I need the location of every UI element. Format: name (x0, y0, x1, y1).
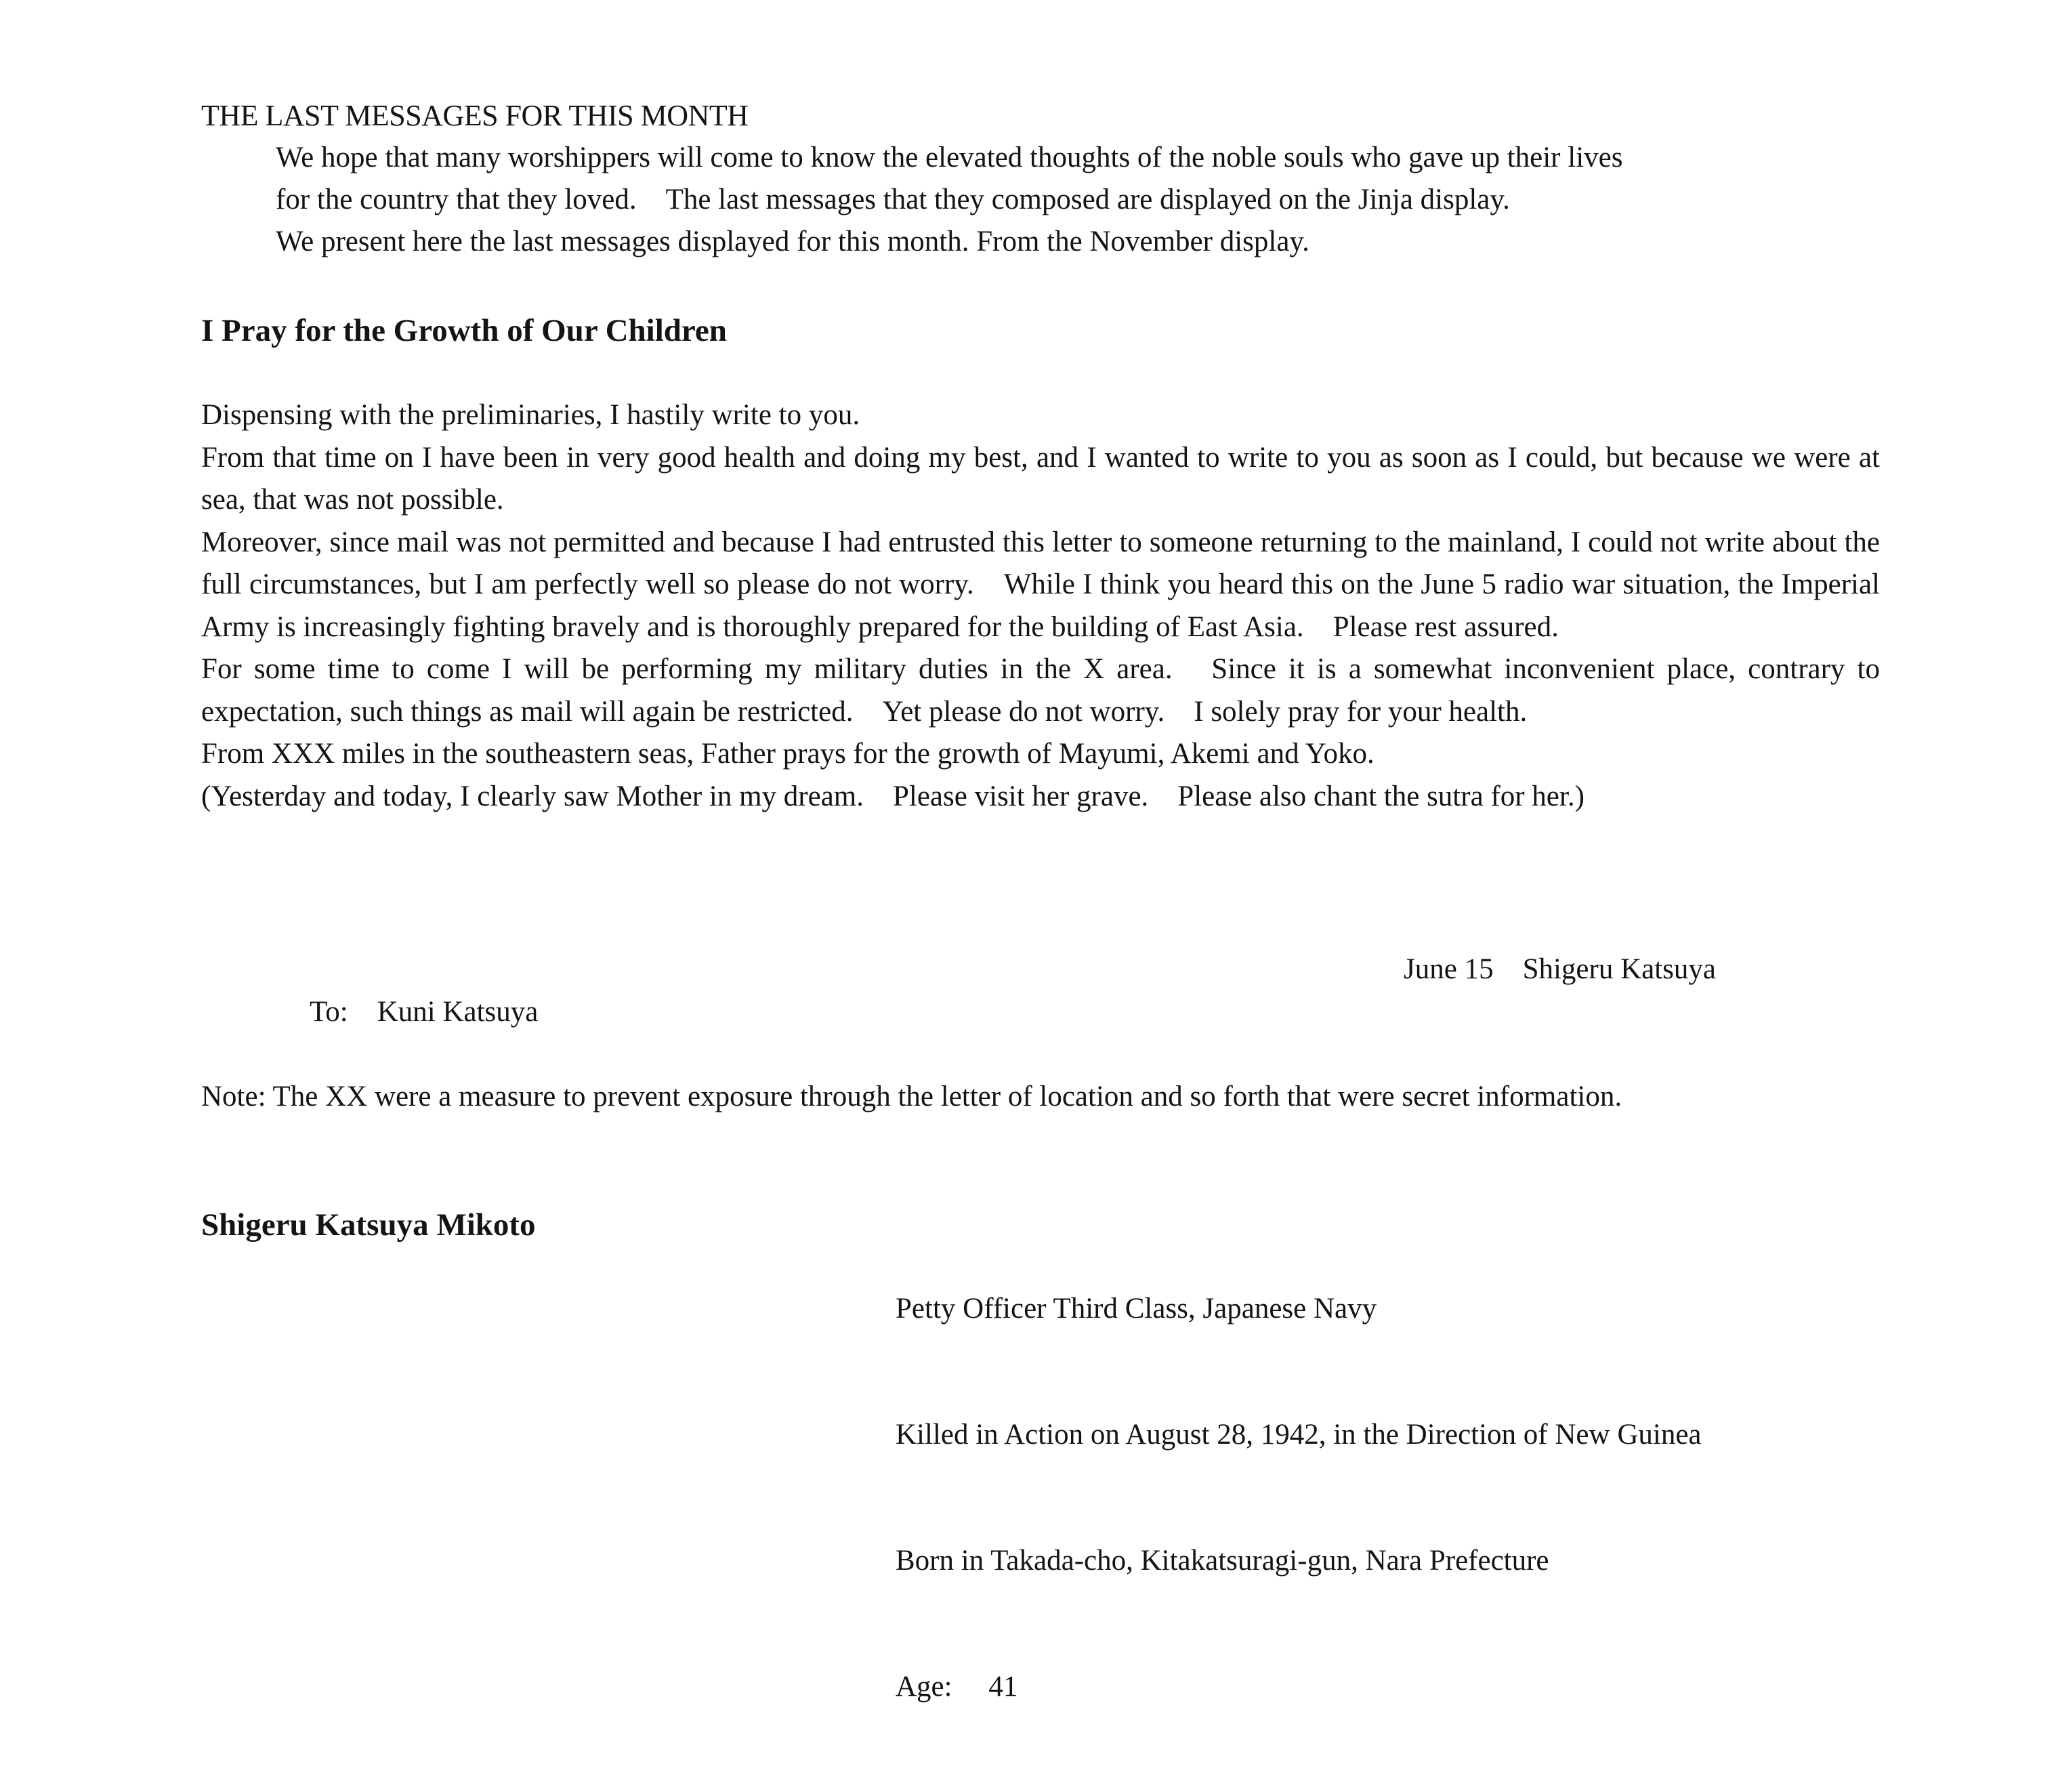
letter-recipient: To: Kuni Katsuya (310, 996, 539, 1028)
letter-paragraph: From that time on I have been in very good health and doing my best, and I wanted to write to you as soon as I could, but because we were at sea, that was not possible. (201, 441, 1880, 516)
intro-line-3: We present here the last messages displayed for this month. From the November display. (276, 226, 1309, 257)
letter-paragraph: Moreover, since mail was not permitted and because I had entrusted this letter to someone returning to the mainland, I could not write about the full circumstances, but I am perfectly well so please do not worry. While I think you heard this on the June 5 radio war situation, the Imperial Army is increasingly fighting bravely and is thoroughly prepared for the building of East Asia. Please rest assured. (201, 526, 1880, 643)
footnote: Note: The XX were a measure to prevent exposure through the letter of location and so forth that were secret information. (201, 1081, 1622, 1112)
section-title: THE LAST MESSAGES FOR THIS MONTH (201, 99, 749, 132)
soldier-birthplace: Born in Takada-cho, Kitakatsuragi-gun, Nara Prefecture (896, 1545, 1549, 1577)
soldier-details (896, 1204, 1702, 1792)
soldier-death: Killed in Action on August 28, 1942, in the Direction of New Guinea (896, 1419, 1702, 1451)
letter-paragraph: From XXX miles in the southeastern seas, Father prays for the growth of Mayumi, Akemi and Yoko. (201, 738, 1375, 770)
letter-title: I Pray for the Growth of Our Children (201, 313, 727, 348)
soldier-name: Shigeru Katsuya Mikoto (201, 1207, 536, 1243)
intro-block (201, 137, 1880, 263)
letter-body (201, 394, 1880, 818)
intro-line-2: for the country that they loved. The last messages that they composed are displayed on the Jinja display. (276, 184, 1510, 215)
soldier-rank: Petty Officer Third Class, Japanese Navy (896, 1293, 1377, 1325)
soldier-age: Age: 41 (896, 1671, 1018, 1703)
intro-line-1: We hope that many worshippers will come to know the elevated thoughts of the noble souls who gave up their lives (276, 142, 1623, 173)
letter-paragraph: (Yesterday and today, I clearly saw Mother in my dream. Please visit her grave. Please also chant the sutra for her.) (201, 780, 1585, 812)
letter-signoff: June 15 Shigeru Katsuya (1404, 953, 1716, 985)
letter-paragraph: Dispensing with the preliminaries, I hastily write to you. (201, 399, 860, 431)
letter-paragraph: For some time to come I will be performing my military duties in the X area. Since it is a somewhat inconvenient place, contrary to expectation, such things as mail will again be restricted. Yet please do not worry. I solely pray for your health. (201, 653, 1880, 728)
document-page (201, 95, 1880, 1703)
